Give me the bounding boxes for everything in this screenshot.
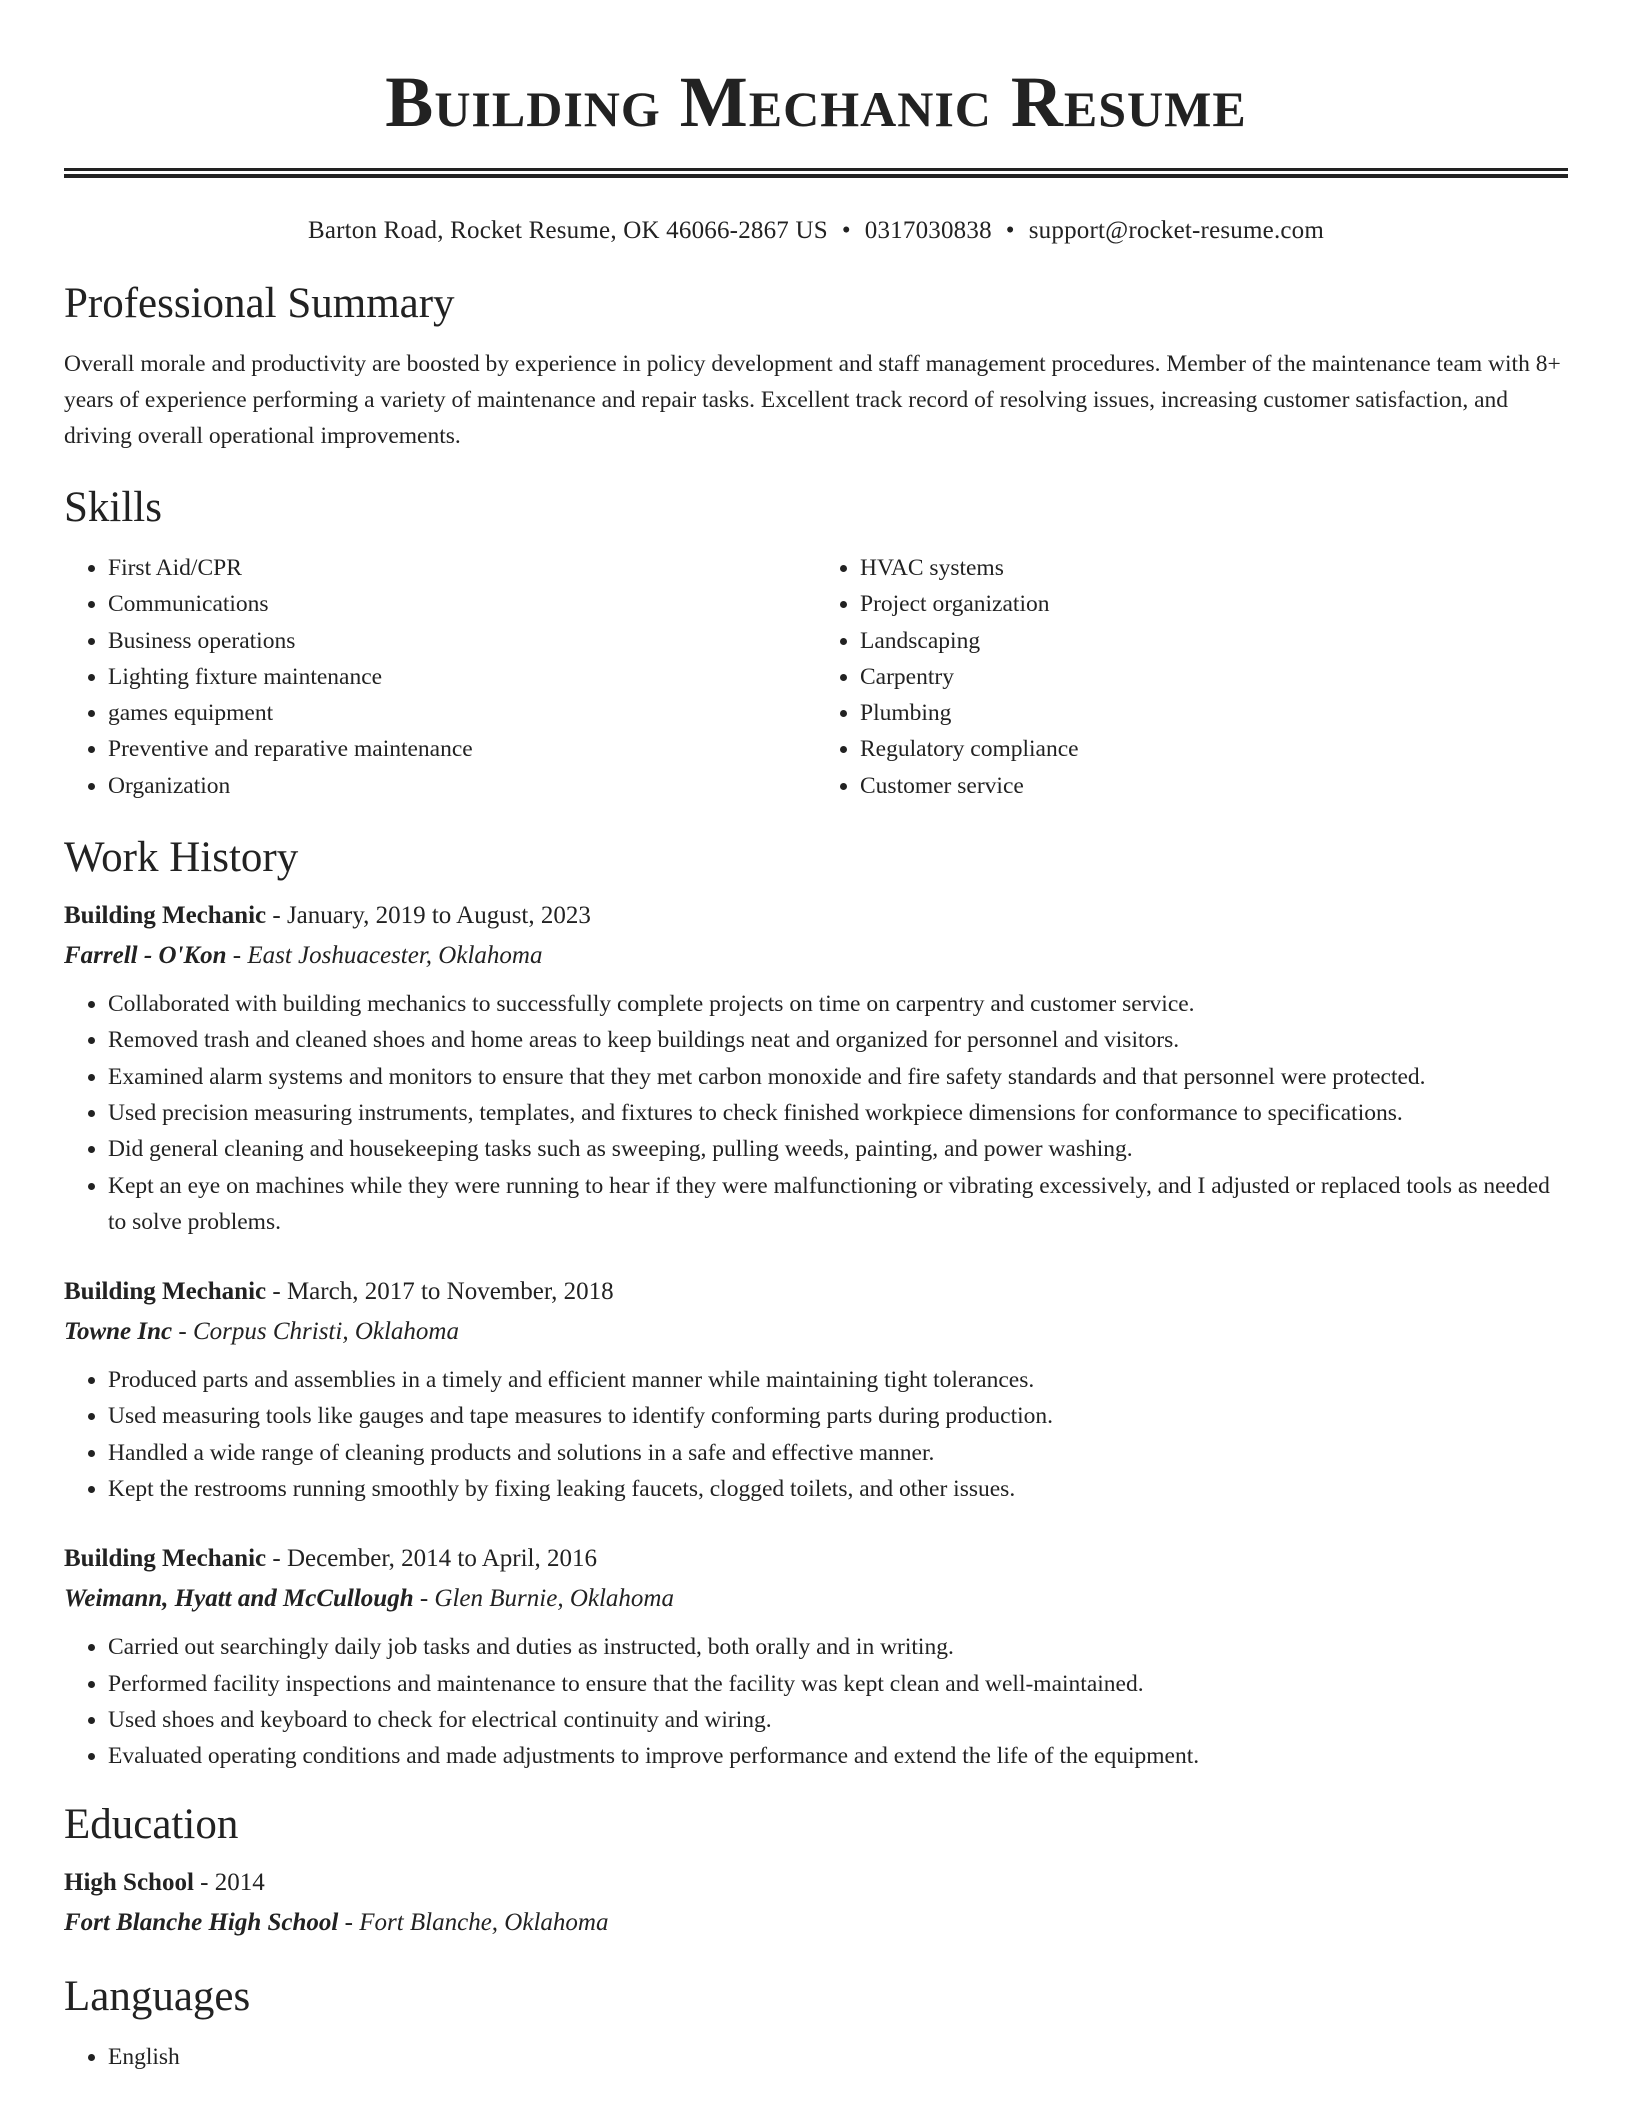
job-dates: - March, 2017 to November, 2018 — [266, 1278, 614, 1306]
duty-item: • Removed trash and cleaned shoes and home areas to keep buildings neat and organized for personnel and visitors. — [108, 1022, 1568, 1058]
job-company: Weimann, Hyatt and McCullough — [64, 1585, 414, 1613]
skill-item: • Customer service — [860, 768, 1568, 804]
skill-item: • Communications — [108, 586, 816, 622]
education-location: - Fort Blanche, Oklahoma — [338, 1908, 609, 1936]
job-title: Building Mechanic — [64, 902, 267, 930]
duty-item: • Handled a wide range of cleaning products and solutions in a safe and effective manner. — [108, 1435, 1568, 1471]
job-entry — [64, 896, 1568, 1240]
duty-item: • Examined alarm systems and monitors to ensure that they met carbon monoxide and fire safety standards and that personnel were protected. — [108, 1059, 1568, 1095]
contact-address: Barton Road, Rocket Resume, OK 46066-2867 US — [307, 217, 828, 244]
skills-column-right — [816, 550, 1568, 804]
education-school: Fort Blanche High School — [64, 1908, 339, 1936]
education-entry — [64, 1863, 1568, 1943]
skill-item: • Regulatory compliance — [860, 731, 1568, 767]
job-title-line — [64, 1272, 1568, 1312]
job-title: Building Mechanic — [64, 1278, 267, 1306]
contact-separator: • — [1005, 217, 1015, 244]
skill-item: • First Aid/CPR — [108, 550, 816, 586]
job-location: - East Joshuacester, Oklahoma — [226, 942, 543, 970]
education-degree: High School — [64, 1868, 194, 1896]
duty-item: • Did general cleaning and housekeeping tasks such as sweeping, pulling weeds, painting, and power washing. — [108, 1131, 1568, 1167]
duty-item: • Collaborated with building mechanics to successfully complete projects on time on carpentry and customer service. — [108, 986, 1568, 1022]
skills-list — [64, 550, 1568, 804]
skills-column-left — [64, 550, 816, 804]
job-company-line — [64, 1579, 1568, 1619]
job-company: Farrell - O'Kon — [64, 942, 227, 970]
job-company: Towne Inc — [64, 1318, 173, 1346]
languages-heading: Languages — [64, 1972, 251, 2020]
skill-item: • Carpentry — [860, 659, 1568, 695]
duty-item: • Produced parts and assemblies in a timely and efficient manner while maintaining tight tolerances. — [108, 1362, 1568, 1398]
job-title: Building Mechanic — [64, 1545, 267, 1573]
skill-item: • Plumbing — [860, 695, 1568, 731]
skill-item: • Project organization — [860, 586, 1568, 622]
job-location: - Glen Burnie, Oklahoma — [413, 1585, 674, 1613]
education-school-line — [64, 1903, 1568, 1943]
work-history-heading: Work History — [64, 834, 299, 882]
contact-separator: • — [841, 217, 851, 244]
summary-heading: Professional Summary — [64, 280, 455, 327]
education-degree-line — [64, 1863, 1568, 1903]
duty-item: • Kept an eye on machines while they were running to hear if they were malfunctioning or vibrating excessively, and I adjusted or replaced tools as needed to solve problems. — [108, 1168, 1568, 1241]
skill-item: • HVAC systems — [860, 550, 1568, 586]
skill-item: • Business operations — [108, 623, 816, 659]
job-duties — [64, 1362, 1568, 1507]
skill-item: • games equipment — [108, 695, 816, 731]
duty-item: • Evaluated operating conditions and made adjustments to improve performance and extend the life of the equipment. — [108, 1738, 1568, 1774]
job-location: - Corpus Christi, Oklahoma — [172, 1318, 459, 1346]
job-company-line — [64, 936, 1568, 976]
resume-title: Building Mechanic Resume — [385, 62, 1247, 142]
job-dates: - December, 2014 to April, 2016 — [266, 1545, 597, 1573]
title-divider — [64, 168, 1568, 178]
skills-heading: Skills — [64, 484, 162, 531]
duty-item: • Kept the restrooms running smoothly by fixing leaking faucets, clogged toilets, and other issues. — [108, 1471, 1568, 1507]
job-title-line — [64, 896, 1568, 936]
contact-phone: 0317030838 — [864, 217, 992, 244]
skill-item: • Landscaping — [860, 623, 1568, 659]
job-entry — [64, 1539, 1568, 1774]
duty-item: • Performed facility inspections and maintenance to ensure that the facility was kept clean and well-maintained. — [108, 1666, 1568, 1702]
skill-item: • Organization — [108, 768, 816, 804]
job-company-line — [64, 1312, 1568, 1352]
duty-item: • Used shoes and keyboard to check for electrical continuity and wiring. — [108, 1702, 1568, 1738]
job-entry — [64, 1272, 1568, 1507]
contact-line — [64, 214, 1568, 248]
languages-list — [64, 2039, 1568, 2075]
duty-item: • Used precision measuring instruments, templates, and fixtures to check finished workpiece dimensions for conformance to specifications. — [108, 1095, 1568, 1131]
job-title-line — [64, 1539, 1568, 1579]
summary-text: Overall morale and productivity are boosted by experience in policy development and staff management procedures. Member of the maintenance team with 8+ years of experience performing a variety of maintenance and repair tasks. Excellent track record of resolving issues, increasing customer satisfaction, and driving overall operational improvements. — [64, 351, 1561, 449]
job-duties — [64, 1629, 1568, 1774]
skill-item: • Preventive and reparative maintenance — [108, 731, 816, 767]
education-year: - 2014 — [193, 1868, 265, 1896]
job-duties — [64, 986, 1568, 1240]
skill-item: • Lighting fixture maintenance — [108, 659, 816, 695]
duty-item: • Carried out searchingly daily job tasks and duties as instructed, both orally and in writing. — [108, 1629, 1568, 1665]
language-item: • English — [108, 2039, 1568, 2075]
contact-email: support@rocket-resume.com — [1028, 217, 1325, 244]
education-heading: Education — [64, 1800, 239, 1848]
job-dates: - January, 2019 to August, 2023 — [266, 902, 591, 930]
duty-item: • Used measuring tools like gauges and tape measures to identify conforming parts during production. — [108, 1398, 1568, 1434]
